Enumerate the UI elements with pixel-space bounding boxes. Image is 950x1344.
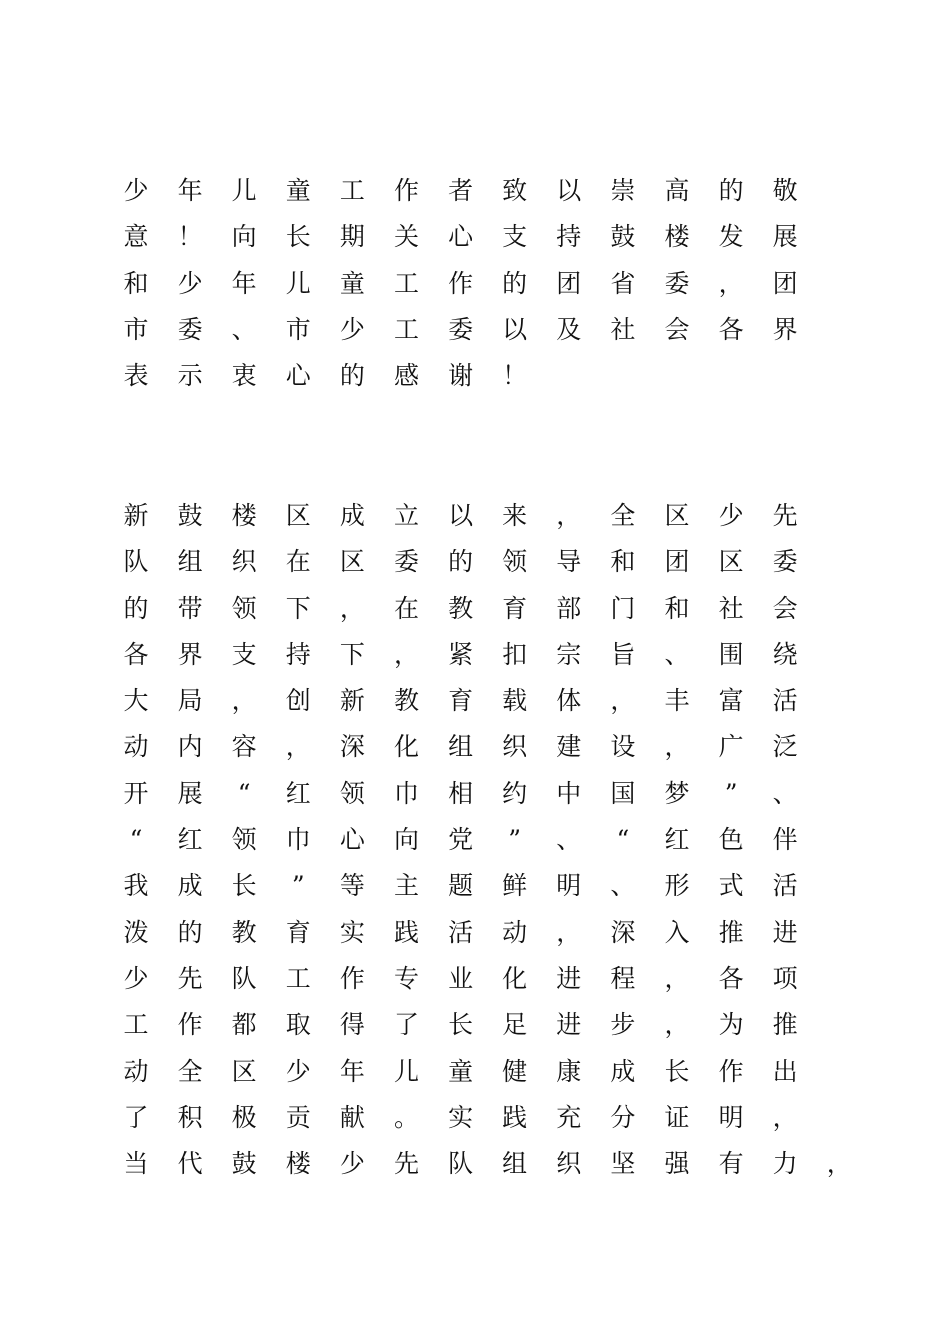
text-char: 立 (393, 501, 419, 530)
text-line (0, 771, 950, 817)
text-char: 步 (610, 1010, 636, 1040)
text-char: 项 (772, 963, 798, 993)
text-char: 、 (610, 871, 636, 901)
text-char: 体 (556, 686, 582, 716)
text-char: 者 (448, 176, 474, 205)
text-line (0, 586, 950, 632)
text-char: 进 (556, 963, 582, 993)
text-char: 的 (339, 361, 365, 391)
text-char: 敬 (772, 176, 798, 205)
text-char: 都 (231, 1010, 257, 1040)
text-char: 深 (339, 732, 365, 762)
text-char: 少 (123, 963, 149, 993)
text-char: 代 (177, 1149, 203, 1179)
text-char: 及 (556, 314, 582, 344)
text-char: 委 (772, 547, 798, 577)
text-char: “ (129, 825, 143, 855)
text-char: ， (556, 501, 582, 530)
text-char: 市 (123, 314, 149, 344)
text-char: 富 (718, 686, 744, 716)
text-char: ” (508, 825, 522, 855)
text-char: 推 (718, 917, 744, 947)
text-char: 色 (718, 825, 744, 855)
text-char: 约 (502, 778, 528, 808)
text-char: ， (231, 686, 257, 716)
text-char: 先 (177, 963, 203, 993)
text-char: 楼 (285, 1149, 311, 1179)
text-char: 践 (393, 917, 419, 947)
text-char: 发 (718, 222, 744, 252)
text-char: 团 (664, 547, 690, 577)
text-char: 教 (448, 593, 474, 623)
text-char: 中 (556, 778, 582, 808)
text-char: 感 (393, 361, 419, 391)
text-char: 会 (664, 314, 690, 344)
text-char: 业 (448, 963, 474, 993)
text-char: 有 (718, 1149, 744, 1179)
text-char: 长 (664, 1056, 690, 1086)
text-line (0, 1141, 950, 1187)
text-char: 进 (556, 1010, 582, 1040)
text-char: 以 (448, 501, 474, 530)
text-char: 充 (556, 1102, 582, 1132)
text-char: 组 (448, 732, 474, 762)
text-char: 区 (231, 1056, 257, 1086)
text-char: 力 (772, 1149, 798, 1179)
text-char: 作 (339, 963, 365, 993)
text-char: 童 (285, 176, 311, 205)
text-char: 队 (123, 547, 149, 577)
text-char: 深 (610, 917, 636, 947)
text-char: 的 (502, 268, 528, 298)
text-char: 下 (339, 639, 365, 669)
text-char: 红 (285, 778, 311, 808)
text-char: 实 (339, 917, 365, 947)
paragraph-2 (0, 493, 950, 1187)
text-char: 表 (123, 361, 149, 391)
text-char: 导 (556, 547, 582, 577)
text-char: 委 (393, 547, 419, 577)
text-char: 儿 (285, 268, 311, 298)
text-char: 少 (285, 1056, 311, 1086)
text-char: 极 (231, 1102, 257, 1132)
text-char: 作 (718, 1056, 744, 1086)
text-char: 的 (718, 176, 744, 205)
text-line (0, 863, 950, 909)
text-char: ” (291, 871, 305, 901)
text-line (0, 724, 950, 770)
text-char: 童 (339, 268, 365, 298)
text-char: 致 (502, 176, 528, 205)
text-char: 衷 (231, 361, 257, 391)
text-char: 鼓 (231, 1149, 257, 1179)
text-char: 以 (556, 176, 582, 205)
text-char: 委 (664, 268, 690, 298)
text-char: 围 (718, 639, 744, 669)
text-char: 支 (502, 222, 528, 252)
text-char: 各 (718, 314, 744, 344)
text-char: 党 (448, 825, 474, 855)
text-char: 展 (177, 778, 203, 808)
text-char: 工 (393, 314, 419, 344)
text-char: 各 (718, 963, 744, 993)
text-char: 等 (339, 871, 365, 901)
text-char: 关 (393, 222, 419, 252)
text-char: 。 (393, 1102, 419, 1132)
text-char: 长 (231, 871, 257, 901)
text-char: 旨 (610, 639, 636, 669)
text-char: 巾 (393, 778, 419, 808)
text-char: ！ (177, 222, 203, 252)
text-char: 国 (610, 778, 636, 808)
text-char: 题 (448, 871, 474, 901)
text-char: 高 (664, 176, 690, 205)
text-char: 和 (610, 547, 636, 577)
text-char: 了 (123, 1102, 149, 1132)
text-char: 团 (556, 268, 582, 298)
text-char: 的 (177, 917, 203, 947)
text-char: 开 (123, 778, 149, 808)
text-char: 谢 (448, 361, 474, 391)
text-char: 儿 (393, 1056, 419, 1086)
text-char: 来 (502, 501, 528, 530)
text-char: 期 (339, 222, 365, 252)
text-char: 、 (664, 639, 690, 669)
text-char: 教 (393, 686, 419, 716)
text-char: 当 (123, 1149, 149, 1179)
text-char: 了 (393, 1010, 419, 1040)
text-char: 向 (231, 222, 257, 252)
text-line (0, 539, 950, 585)
text-char: 鲜 (502, 871, 528, 901)
text-char: 持 (556, 222, 582, 252)
text-char: 全 (610, 501, 636, 530)
text-char: 在 (393, 593, 419, 623)
text-char: 红 (664, 825, 690, 855)
text-char: 践 (502, 1102, 528, 1132)
text-char: 、 (772, 778, 798, 808)
text-char: 长 (285, 222, 311, 252)
text-char: 团 (772, 268, 798, 298)
text-char: 下 (285, 593, 311, 623)
text-char: 化 (393, 732, 419, 762)
text-char: 工 (285, 963, 311, 993)
text-char: 进 (772, 917, 798, 947)
text-char: 动 (123, 732, 149, 762)
text-char: 育 (502, 593, 528, 623)
text-char: 专 (393, 963, 419, 993)
text-char: 载 (502, 686, 528, 716)
text-char: 实 (448, 1102, 474, 1132)
text-char: 队 (448, 1149, 474, 1179)
text-char: 入 (664, 917, 690, 947)
text-char: 支 (231, 639, 257, 669)
text-char: 作 (393, 176, 419, 205)
text-char: 泛 (772, 732, 798, 762)
text-char: 织 (231, 547, 257, 577)
text-char: 成 (610, 1056, 636, 1086)
text-char: 织 (502, 732, 528, 762)
text-char: 年 (177, 176, 203, 205)
text-char: 以 (502, 314, 528, 344)
text-line (0, 632, 950, 678)
text-char: 心 (285, 361, 311, 391)
text-char: 活 (448, 917, 474, 947)
text-line (0, 168, 950, 214)
text-char: 扣 (502, 639, 528, 669)
text-char: 育 (448, 686, 474, 716)
text-char: 主 (393, 871, 419, 901)
text-char: 全 (177, 1056, 203, 1086)
text-line (0, 1095, 950, 1141)
text-char: 活 (772, 871, 798, 901)
text-char: ， (556, 917, 582, 947)
text-char: 为 (718, 1010, 744, 1040)
text-char: 示 (177, 361, 203, 391)
text-char: 健 (502, 1056, 528, 1086)
text-char: 和 (664, 593, 690, 623)
text-char: 巾 (285, 825, 311, 855)
text-char: 的 (448, 547, 474, 577)
text-char: 领 (231, 593, 257, 623)
text-char: 足 (502, 1010, 528, 1040)
text-line (0, 1002, 950, 1048)
text-char: 领 (231, 825, 257, 855)
text-char: ， (772, 1102, 798, 1132)
text-char: 年 (231, 268, 257, 298)
text-char: 取 (285, 1010, 311, 1040)
text-char: 和 (123, 268, 149, 298)
text-char: 工 (339, 176, 365, 205)
text-line (0, 910, 950, 956)
text-char: ！ (502, 361, 528, 391)
text-char: 持 (285, 639, 311, 669)
text-char: 作 (448, 268, 474, 298)
text-char: 先 (772, 501, 798, 530)
text-char: 少 (339, 314, 365, 344)
text-line (0, 493, 950, 539)
text-char: ， (826, 1149, 852, 1179)
text-char: 委 (177, 314, 203, 344)
text-char: 容 (231, 732, 257, 762)
text-char: 活 (772, 686, 798, 716)
text-line (0, 353, 950, 399)
text-char: 先 (393, 1149, 419, 1179)
text-line (0, 678, 950, 724)
text-char: 伴 (772, 825, 798, 855)
text-char: 部 (556, 593, 582, 623)
text-char: 作 (177, 1010, 203, 1040)
text-char: ， (610, 686, 636, 716)
text-char: ” (724, 778, 738, 808)
text-char: 证 (664, 1102, 690, 1132)
text-char: 向 (393, 825, 419, 855)
text-char: ， (339, 593, 365, 623)
text-char: 各 (123, 639, 149, 669)
text-char: ， (718, 268, 744, 298)
text-char: 广 (718, 732, 744, 762)
paragraph-1 (0, 168, 950, 399)
text-char: 、 (231, 314, 257, 344)
text-char: 程 (610, 963, 636, 993)
text-char: 领 (339, 778, 365, 808)
text-char: 分 (610, 1102, 636, 1132)
text-char: “ (616, 825, 630, 855)
text-char: 明 (556, 871, 582, 901)
text-char: 队 (231, 963, 257, 993)
text-char: 社 (610, 314, 636, 344)
text-char: 动 (123, 1056, 149, 1086)
text-char: 积 (177, 1102, 203, 1132)
text-char: ， (393, 639, 419, 669)
text-char: 工 (393, 268, 419, 298)
text-char: 楼 (231, 501, 257, 530)
text-char: 心 (339, 825, 365, 855)
text-char: 梦 (664, 778, 690, 808)
text-char: 建 (556, 732, 582, 762)
text-char: 组 (502, 1149, 528, 1179)
text-char: 明 (718, 1102, 744, 1132)
text-char: 崇 (610, 176, 636, 205)
text-char: 年 (339, 1056, 365, 1086)
text-char: 我 (123, 871, 149, 901)
text-char: 领 (502, 547, 528, 577)
text-char: 新 (123, 501, 149, 530)
text-char: 儿 (231, 176, 257, 205)
text-char: 推 (772, 1010, 798, 1040)
text-char: 成 (177, 871, 203, 901)
text-char: 献 (339, 1102, 365, 1132)
text-char: 带 (177, 593, 203, 623)
text-char: 少 (123, 176, 149, 205)
text-char: 在 (285, 547, 311, 577)
text-char: 贡 (285, 1102, 311, 1132)
text-char: 省 (610, 268, 636, 298)
text-char: 成 (339, 501, 365, 530)
text-line (0, 307, 950, 353)
text-char: 工 (123, 1010, 149, 1040)
text-char: 化 (502, 963, 528, 993)
text-char: 少 (718, 501, 744, 530)
text-char: 组 (177, 547, 203, 577)
text-char: 红 (177, 825, 203, 855)
text-char: 界 (177, 639, 203, 669)
text-char: 动 (502, 917, 528, 947)
text-char: ， (664, 732, 690, 762)
text-char: 展 (772, 222, 798, 252)
text-char: 鼓 (177, 501, 203, 530)
text-char: 社 (718, 593, 744, 623)
text-char: 意 (123, 222, 149, 252)
text-char: 强 (664, 1149, 690, 1179)
text-char: 少 (177, 268, 203, 298)
text-char: 出 (772, 1056, 798, 1086)
text-char: 康 (556, 1056, 582, 1086)
text-char: 区 (718, 547, 744, 577)
text-char: “ (237, 778, 251, 808)
text-char: 区 (339, 547, 365, 577)
text-char: 少 (339, 1149, 365, 1179)
text-line (0, 214, 950, 260)
text-char: 局 (177, 686, 203, 716)
text-char: 界 (772, 314, 798, 344)
text-line (0, 1049, 950, 1095)
text-char: 内 (177, 732, 203, 762)
text-char: 会 (772, 593, 798, 623)
text-char: ， (285, 732, 311, 762)
text-char: 式 (718, 871, 744, 901)
text-line (0, 956, 950, 1002)
text-char: 楼 (664, 222, 690, 252)
text-char: 泼 (123, 917, 149, 947)
text-char: 丰 (664, 686, 690, 716)
text-char: 绕 (772, 639, 798, 669)
text-char: 区 (664, 501, 690, 530)
text-char: ， (664, 1010, 690, 1040)
text-char: 创 (285, 686, 311, 716)
text-char: 委 (448, 314, 474, 344)
text-char: 的 (123, 593, 149, 623)
text-char: 大 (123, 686, 149, 716)
text-line (0, 261, 950, 307)
text-char: 长 (448, 1010, 474, 1040)
text-char: 育 (285, 917, 311, 947)
text-char: 新 (339, 686, 365, 716)
text-char: 相 (448, 778, 474, 808)
text-char: 坚 (610, 1149, 636, 1179)
text-char: ， (664, 963, 690, 993)
text-char: 、 (556, 825, 582, 855)
text-char: 门 (610, 593, 636, 623)
text-char: 设 (610, 732, 636, 762)
text-char: 宗 (556, 639, 582, 669)
text-char: 织 (556, 1149, 582, 1179)
text-char: 鼓 (610, 222, 636, 252)
text-char: 形 (664, 871, 690, 901)
text-char: 童 (448, 1056, 474, 1086)
text-char: 紧 (448, 639, 474, 669)
text-char: 市 (285, 314, 311, 344)
text-char: 区 (285, 501, 311, 530)
text-char: 得 (339, 1010, 365, 1040)
text-char: 教 (231, 917, 257, 947)
text-line (0, 817, 950, 863)
text-char: 心 (448, 222, 474, 252)
